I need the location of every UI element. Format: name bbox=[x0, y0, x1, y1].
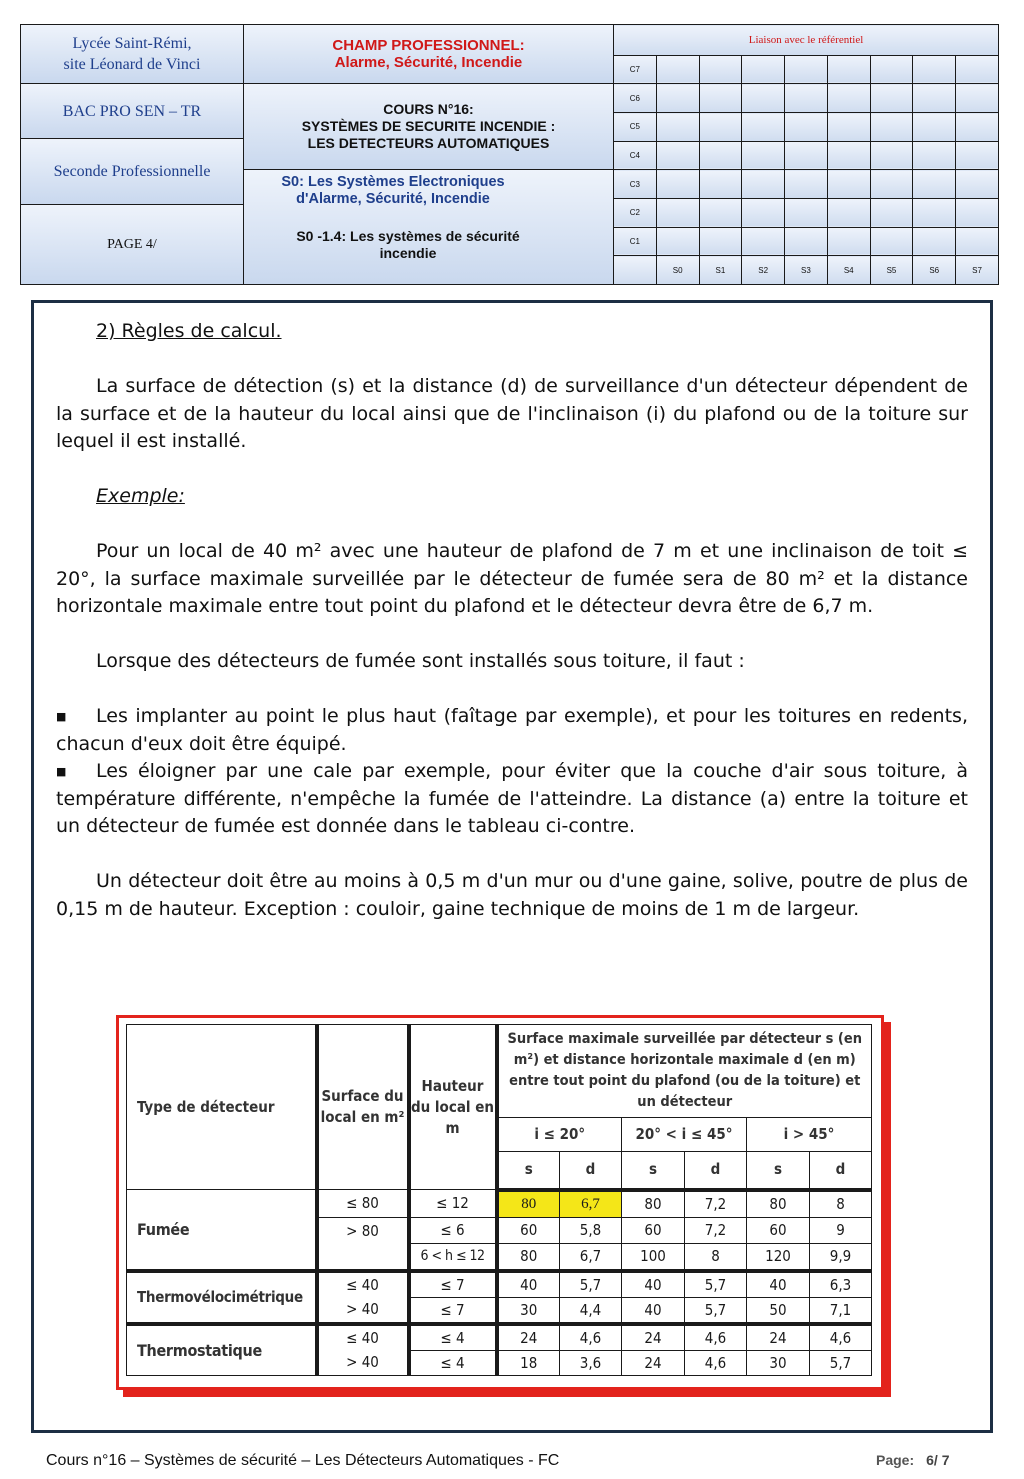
rules-list bbox=[56, 703, 968, 841]
ref-corner-cell bbox=[614, 256, 657, 285]
ref-col-label: S6 bbox=[913, 256, 956, 285]
value-cell: 7,2 bbox=[685, 1217, 747, 1243]
ref-cell bbox=[699, 113, 742, 142]
value-cell: 6,7 bbox=[560, 1190, 622, 1218]
ref-cell bbox=[785, 55, 828, 84]
bullet-text: Les éloigner par une cale par exemple, pour éviter que la couche d'air sous toiture, à température différente, n'empêche la fumée de l'atteindre. La distance (a) entre la toiture et un détecteur de fumée est donnée dans le tableau ci-contre. bbox=[56, 760, 968, 837]
ref-col-label: S0 bbox=[656, 256, 699, 285]
ref-row-label: C7 bbox=[614, 55, 657, 84]
value-cell: 5,7 bbox=[560, 1271, 622, 1298]
page-box bbox=[20, 204, 244, 285]
height-cell: ≤ 12 bbox=[409, 1190, 497, 1218]
course-title-2: LES DETECTEURS AUTOMATIQUES bbox=[307, 135, 550, 151]
value-cell: 80 bbox=[622, 1190, 685, 1218]
value-cell: 3,6 bbox=[560, 1350, 622, 1375]
height-cell: ≤ 7 bbox=[409, 1271, 497, 1298]
ref-cell bbox=[656, 113, 699, 142]
surface-cell: ≤ 80 bbox=[317, 1190, 409, 1218]
field-title: CHAMP PROFESSIONNEL: bbox=[332, 37, 525, 54]
ref-col-label: S5 bbox=[870, 256, 913, 285]
reference-title: Liaison avec le référentiel bbox=[614, 25, 999, 56]
value-cell: 40 bbox=[747, 1271, 810, 1298]
type-cell: Fumée bbox=[127, 1190, 317, 1271]
list-item bbox=[56, 703, 968, 758]
diploma-label: BAC PRO SEN – TR bbox=[62, 102, 202, 120]
value-cell: 7,2 bbox=[685, 1190, 747, 1218]
value-cell: 24 bbox=[622, 1350, 685, 1375]
ref-cell bbox=[785, 113, 828, 142]
detector-table bbox=[126, 1024, 872, 1376]
ref-col-label: S7 bbox=[956, 256, 999, 285]
height-cell: ≤ 6 bbox=[409, 1217, 497, 1243]
ref-cell bbox=[827, 84, 870, 113]
field-box bbox=[243, 24, 614, 84]
value-cell: 40 bbox=[622, 1297, 685, 1324]
value-cell: 30 bbox=[747, 1350, 810, 1375]
ref-cell bbox=[870, 170, 913, 199]
ref-cell bbox=[656, 198, 699, 227]
table-row bbox=[127, 1190, 872, 1218]
header-height: Hauteur du local en m bbox=[409, 1025, 497, 1190]
ref-cell bbox=[913, 84, 956, 113]
lesson-content bbox=[56, 318, 968, 923]
ref-cell bbox=[699, 170, 742, 199]
ref-cell bbox=[913, 141, 956, 170]
height-cell: ≤ 4 bbox=[409, 1350, 497, 1375]
ref-cell bbox=[742, 141, 785, 170]
header-s: s bbox=[622, 1152, 685, 1190]
footer-page-label: Page: bbox=[876, 1452, 915, 1468]
ref-cell bbox=[742, 170, 785, 199]
value-cell: 5,7 bbox=[810, 1350, 872, 1375]
value-cell: 7,1 bbox=[810, 1297, 872, 1324]
ref-cell bbox=[913, 113, 956, 142]
value-cell: 60 bbox=[747, 1217, 810, 1243]
value-cell: 5,7 bbox=[685, 1297, 747, 1324]
ref-cell bbox=[699, 198, 742, 227]
school-site: site Léonard de Vinci bbox=[63, 56, 201, 73]
type-cell: Thermovélocimétrique bbox=[127, 1271, 317, 1324]
value-cell: 8 bbox=[685, 1243, 747, 1271]
course-box bbox=[243, 83, 614, 170]
s0-title-2: d'Alarme, Sécurité, Incendie bbox=[296, 191, 490, 207]
ref-row-label: C1 bbox=[614, 227, 657, 256]
ref-cell bbox=[699, 141, 742, 170]
value-cell: 18 bbox=[497, 1350, 560, 1375]
ref-cell bbox=[785, 170, 828, 199]
value-cell: 30 bbox=[497, 1297, 560, 1324]
school-box bbox=[20, 24, 244, 84]
value-cell: 9,9 bbox=[810, 1243, 872, 1271]
square-bullet-icon: ■ bbox=[56, 765, 67, 778]
ref-cell bbox=[742, 113, 785, 142]
ref-cell bbox=[656, 141, 699, 170]
ref-cell bbox=[742, 55, 785, 84]
value-cell: 5,8 bbox=[560, 1217, 622, 1243]
surface-cell: > 40 bbox=[317, 1350, 409, 1375]
surface-cell: ≤ 40 bbox=[317, 1324, 409, 1351]
ref-cell bbox=[656, 227, 699, 256]
surface-cell: > 80 bbox=[317, 1217, 409, 1271]
header-d: d bbox=[685, 1152, 747, 1190]
value-cell: 4,4 bbox=[560, 1297, 622, 1324]
value-cell: 40 bbox=[622, 1271, 685, 1298]
ref-cell bbox=[785, 84, 828, 113]
value-cell: 8 bbox=[810, 1190, 872, 1218]
school-name: Lycée Saint-Rémi, bbox=[72, 35, 192, 52]
s014-title-2: incendie bbox=[379, 245, 437, 261]
ref-cell bbox=[956, 227, 999, 256]
header-surface: Surface du local en m² bbox=[317, 1025, 409, 1190]
ref-cell bbox=[699, 84, 742, 113]
ref-cell bbox=[785, 198, 828, 227]
ref-col-label: S4 bbox=[827, 256, 870, 285]
paragraph-distance: Un détecteur doit être au moins à 0,5 m d'un mur ou d'une gaine, solive, poutre de plus de 0,15 m de hauteur. Exception : couloir, gaine technique de moins de 1 m de largeur. bbox=[56, 870, 968, 920]
value-cell: 24 bbox=[497, 1324, 560, 1351]
value-cell: 4,6 bbox=[560, 1324, 622, 1351]
ref-cell bbox=[656, 55, 699, 84]
square-bullet-icon: ■ bbox=[56, 710, 67, 723]
ref-cell bbox=[656, 170, 699, 199]
value-cell: 5,7 bbox=[685, 1271, 747, 1298]
header-incl-2: 20° < i ≤ 45° bbox=[622, 1118, 747, 1152]
ref-cell bbox=[827, 227, 870, 256]
diploma-box bbox=[20, 83, 244, 139]
value-cell: 50 bbox=[747, 1297, 810, 1324]
header-incl-1: i ≤ 20° bbox=[497, 1118, 622, 1152]
height-cell: ≤ 4 bbox=[409, 1324, 497, 1351]
ref-cell bbox=[827, 113, 870, 142]
ref-cell bbox=[870, 227, 913, 256]
ref-cell bbox=[913, 170, 956, 199]
value-cell: 80 bbox=[497, 1190, 560, 1218]
value-cell: 24 bbox=[747, 1324, 810, 1351]
value-cell: 60 bbox=[622, 1217, 685, 1243]
ref-cell bbox=[827, 170, 870, 199]
ref-cell bbox=[656, 84, 699, 113]
level-label: Seconde Professionnelle bbox=[53, 163, 211, 180]
value-cell: 40 bbox=[497, 1271, 560, 1298]
ref-cell bbox=[956, 55, 999, 84]
ref-row-label: C5 bbox=[614, 113, 657, 142]
table-row bbox=[127, 1271, 872, 1298]
value-cell: 120 bbox=[747, 1243, 810, 1271]
ref-cell bbox=[699, 55, 742, 84]
value-cell: 6,7 bbox=[560, 1243, 622, 1271]
value-cell: 4,6 bbox=[685, 1324, 747, 1351]
ref-cell bbox=[913, 227, 956, 256]
detector-table-frame bbox=[116, 1015, 884, 1390]
example-title: Exemple: bbox=[96, 485, 185, 507]
header-s: s bbox=[497, 1152, 560, 1190]
ref-cell bbox=[956, 141, 999, 170]
course-number: COURS N°16: bbox=[383, 101, 474, 117]
reference-grid bbox=[613, 24, 999, 285]
bullet-text: Les implanter au point le plus haut (faîtage par exemple), et pour les toitures en redents, chacun d'eux doit être équipé. bbox=[56, 705, 968, 755]
value-cell: 4,6 bbox=[810, 1324, 872, 1351]
course-title-1: SYSTÈMES DE SECURITE INCENDIE : bbox=[301, 118, 556, 134]
ref-col-label: S3 bbox=[785, 256, 828, 285]
ref-cell bbox=[956, 198, 999, 227]
paragraph-calcul: La surface de détection (s) et la distance (d) de surveillance d'un détecteur dépendent de la surface et de la hauteur du local ainsi que de l'inclinaison (i) du plafond ou de la toiture sur lequel il est installé. bbox=[56, 375, 968, 452]
header-d: d bbox=[560, 1152, 622, 1190]
ref-cell bbox=[742, 198, 785, 227]
value-cell: 60 bbox=[497, 1217, 560, 1243]
ref-col-label: S2 bbox=[742, 256, 785, 285]
ref-cell bbox=[956, 170, 999, 199]
value-cell: 80 bbox=[747, 1190, 810, 1218]
ref-cell bbox=[827, 141, 870, 170]
ref-cell bbox=[827, 55, 870, 84]
ref-row-label: C6 bbox=[614, 84, 657, 113]
table-row bbox=[127, 1324, 872, 1351]
ref-cell bbox=[870, 113, 913, 142]
ref-row-label: C4 bbox=[614, 141, 657, 170]
ref-cell bbox=[742, 227, 785, 256]
surface-cell: > 40 bbox=[317, 1297, 409, 1324]
ref-cell bbox=[870, 55, 913, 84]
footer-course-title: Cours n°16 – Systèmes de sécurité – Les Détecteurs Automatiques - FC bbox=[46, 1452, 560, 1469]
s0-title-1: S0: Les Systèmes Electroniques bbox=[281, 174, 505, 190]
header-d: d bbox=[810, 1152, 872, 1190]
level-box bbox=[20, 138, 244, 205]
ref-cell bbox=[956, 113, 999, 142]
s014-title-1: S0 -1.4: Les systèmes de sécurité bbox=[296, 228, 520, 244]
type-cell: Thermostatique bbox=[127, 1324, 317, 1376]
value-cell: 80 bbox=[497, 1243, 560, 1271]
ref-cell bbox=[785, 141, 828, 170]
ref-cell bbox=[870, 141, 913, 170]
ref-cell bbox=[913, 55, 956, 84]
header-s: s bbox=[747, 1152, 810, 1190]
footer-page bbox=[876, 1452, 949, 1468]
ref-cell bbox=[870, 198, 913, 227]
height-cell: ≤ 7 bbox=[409, 1297, 497, 1324]
value-cell: 6,3 bbox=[810, 1271, 872, 1298]
paragraph-example: Pour un local de 40 m² avec une hauteur de plafond de 7 m et une inclinaison de toit ≤ 20°, la surface maximale surveillée par le détecteur de fumée sera de 80 m² et la distance horizontale maximale entre tout point du plafond et le détecteur devra être de 6,7 m. bbox=[56, 540, 968, 617]
ref-cell bbox=[827, 198, 870, 227]
syllabus-box bbox=[243, 169, 614, 285]
header-group: Surface maximale surveillée par détecteur s (en m²) et distance horizontale maximale d (en m) entre tout point du plafond (ou de la toiture) et un détecteur bbox=[497, 1025, 872, 1118]
surface-cell: ≤ 40 bbox=[317, 1271, 409, 1298]
value-cell: 100 bbox=[622, 1243, 685, 1271]
value-cell: 4,6 bbox=[685, 1350, 747, 1375]
page-label: PAGE 4/ bbox=[107, 237, 157, 252]
list-item bbox=[56, 758, 968, 841]
value-cell: 24 bbox=[622, 1324, 685, 1351]
ref-cell bbox=[742, 84, 785, 113]
ref-col-label: S1 bbox=[699, 256, 742, 285]
height-cell: 6 < h ≤ 12 bbox=[409, 1243, 497, 1271]
ref-cell bbox=[785, 227, 828, 256]
document-header bbox=[20, 24, 999, 285]
footer-page-number: 6/ 7 bbox=[926, 1452, 950, 1468]
ref-cell bbox=[913, 198, 956, 227]
section-title: 2) Règles de calcul. bbox=[96, 320, 282, 342]
header-incl-3: i > 45° bbox=[747, 1118, 872, 1152]
paragraph-toiture: Lorsque des détecteurs de fumée sont installés sous toiture, il faut : bbox=[96, 650, 745, 672]
ref-cell bbox=[699, 227, 742, 256]
header-type: Type de détecteur bbox=[127, 1025, 317, 1190]
ref-row-label: C3 bbox=[614, 170, 657, 199]
ref-cell bbox=[870, 84, 913, 113]
field-subtitle: Alarme, Sécurité, Incendie bbox=[334, 54, 523, 71]
ref-cell bbox=[956, 84, 999, 113]
ref-row-label: C2 bbox=[614, 198, 657, 227]
value-cell: 9 bbox=[810, 1217, 872, 1243]
